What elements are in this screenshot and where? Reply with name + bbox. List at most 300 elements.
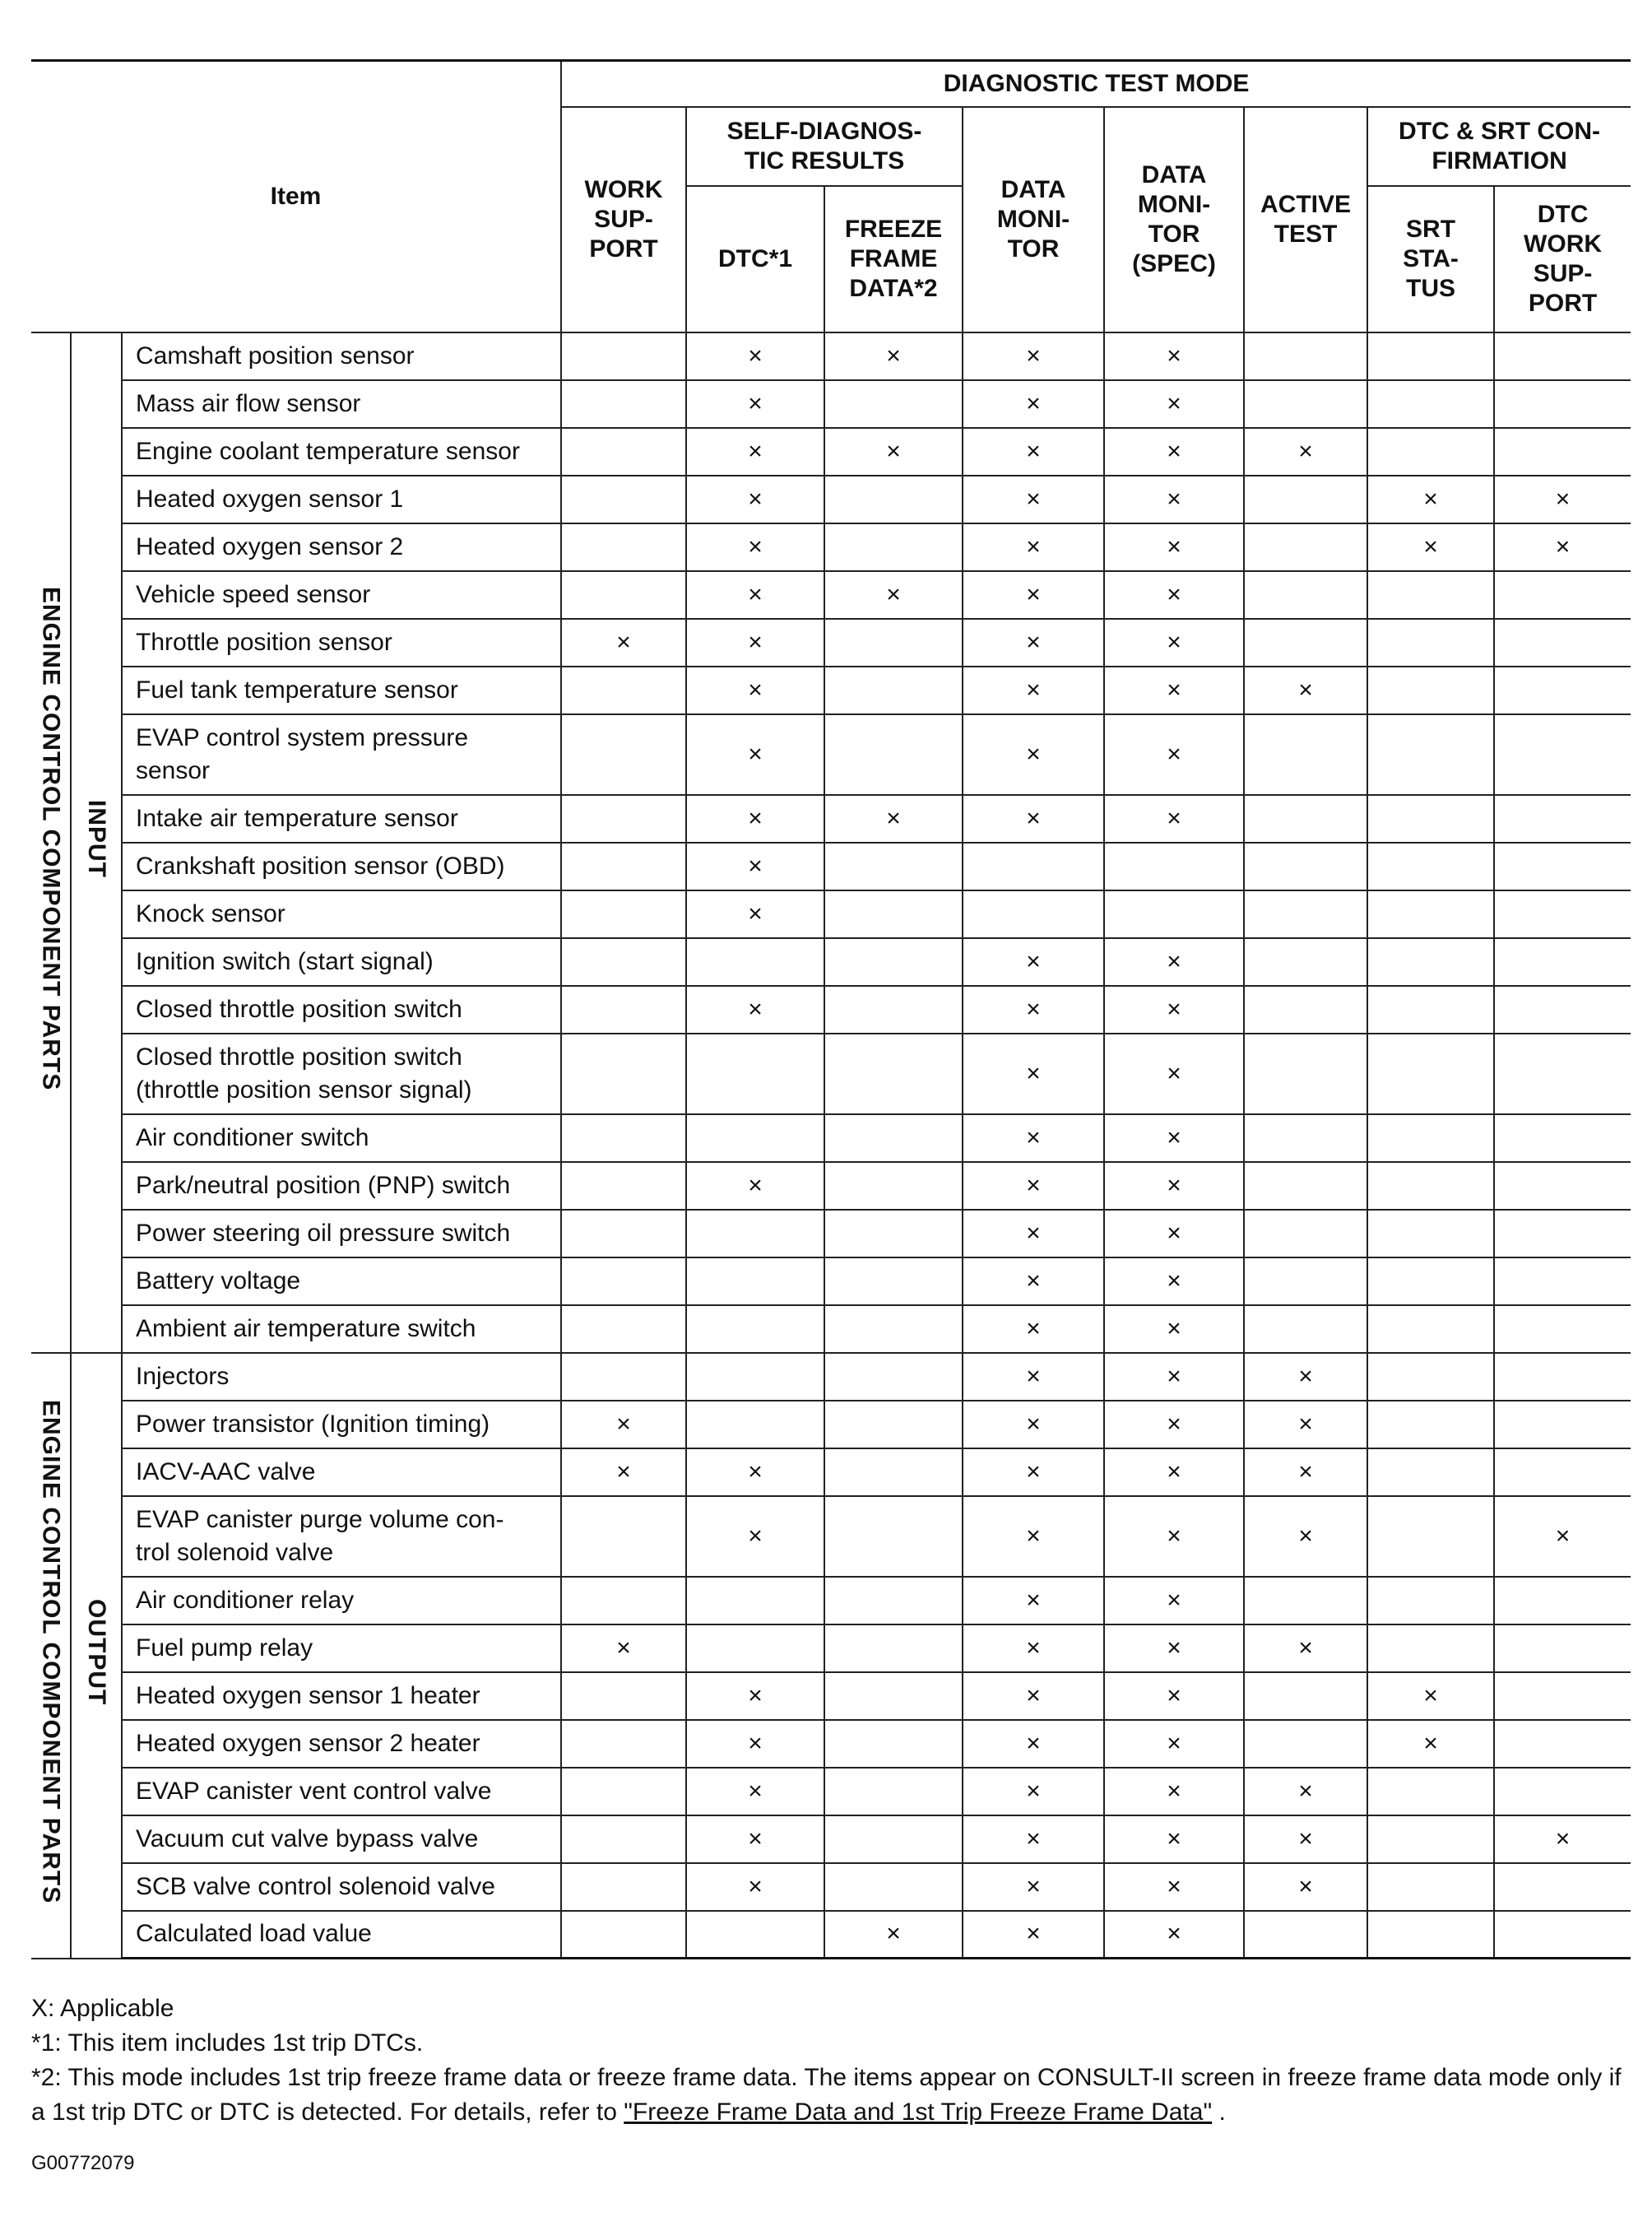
empty-cell (561, 380, 686, 428)
applicable-mark: × (1244, 1768, 1367, 1815)
table-notes (31, 1992, 1631, 2130)
applicable-mark: × (561, 1624, 686, 1672)
applicable-mark: × (963, 571, 1104, 619)
empty-cell (824, 1257, 963, 1305)
empty-cell (1367, 714, 1494, 795)
item-name: Vehicle speed sensor (122, 571, 561, 619)
table-row (31, 523, 1631, 571)
empty-cell (686, 1210, 824, 1257)
applicable-mark: × (963, 1815, 1104, 1863)
figure-code: G00772079 (31, 2152, 135, 2174)
empty-cell (824, 619, 963, 667)
empty-cell (1494, 1401, 1631, 1448)
applicable-mark: × (963, 1210, 1104, 1257)
empty-cell (1494, 714, 1631, 795)
applicable-mark: × (686, 890, 824, 938)
table-row (31, 332, 1631, 380)
empty-cell (686, 938, 824, 986)
item-name: Injectors (122, 1353, 561, 1401)
empty-cell (824, 938, 963, 986)
diagnostic-test-mode-header: DIAGNOSTIC TEST MODE (561, 61, 1631, 107)
empty-cell (1244, 1305, 1367, 1353)
table-row (31, 1577, 1631, 1624)
empty-cell (824, 714, 963, 795)
empty-cell (1494, 1624, 1631, 1672)
empty-cell (1244, 1257, 1367, 1305)
applicable-mark: × (686, 1768, 824, 1815)
applicable-mark: × (1104, 1401, 1244, 1448)
empty-cell (1494, 571, 1631, 619)
empty-cell (824, 1401, 963, 1448)
applicable-mark: × (1104, 1162, 1244, 1210)
empty-cell (1367, 1034, 1494, 1114)
applicable-mark: × (963, 619, 1104, 667)
dtc-srt-confirmation-header: DTC & SRT CON- FIRMATION (1367, 107, 1631, 186)
empty-cell (824, 1034, 963, 1114)
empty-cell (824, 380, 963, 428)
empty-cell (1244, 1672, 1367, 1720)
empty-cell (561, 986, 686, 1034)
applicable-mark: × (963, 795, 1104, 843)
applicable-mark: × (1367, 523, 1494, 571)
applicable-mark: × (824, 428, 963, 476)
work-support-header: WORK SUP- PORT (561, 107, 686, 332)
empty-cell (561, 1815, 686, 1863)
empty-cell (1367, 380, 1494, 428)
empty-cell (824, 1768, 963, 1815)
applicable-mark: × (686, 619, 824, 667)
applicable-mark: × (1104, 1114, 1244, 1162)
applicable-mark: × (1104, 619, 1244, 667)
applicable-mark: × (963, 1911, 1104, 1959)
empty-cell (824, 476, 963, 523)
empty-cell (1367, 1305, 1494, 1353)
applicable-mark: × (686, 428, 824, 476)
applicable-mark: × (1104, 1815, 1244, 1863)
empty-cell (1494, 1257, 1631, 1305)
empty-cell (824, 1305, 963, 1353)
empty-cell (561, 476, 686, 523)
empty-cell (1494, 1448, 1631, 1496)
empty-cell (561, 1496, 686, 1577)
empty-cell (1367, 619, 1494, 667)
empty-cell (686, 1624, 824, 1672)
applicable-mark: × (824, 332, 963, 380)
item-name: EVAP canister vent control valve (122, 1768, 561, 1815)
empty-cell (824, 1577, 963, 1624)
applicable-mark: × (686, 1672, 824, 1720)
applicable-mark: × (963, 1034, 1104, 1114)
applicable-mark: × (963, 1401, 1104, 1448)
empty-cell (686, 1401, 824, 1448)
empty-cell (1494, 1034, 1631, 1114)
item-header: Item (31, 61, 561, 332)
applicable-mark: × (1367, 1672, 1494, 1720)
applicable-mark: × (1494, 1815, 1631, 1863)
empty-cell (1104, 890, 1244, 938)
applicable-mark: × (963, 1863, 1104, 1911)
applicable-mark: × (1104, 714, 1244, 795)
table-row (31, 1114, 1631, 1162)
empty-cell (1244, 938, 1367, 986)
applicable-mark: × (1244, 1353, 1367, 1401)
empty-cell (561, 571, 686, 619)
table-row (31, 890, 1631, 938)
applicable-mark: × (1494, 523, 1631, 571)
table-row (31, 667, 1631, 714)
diagnostic-table-wrapper (31, 59, 1631, 1959)
empty-cell (1494, 1720, 1631, 1768)
item-name: Heated oxygen sensor 1 (122, 476, 561, 523)
empty-cell (561, 1210, 686, 1257)
applicable-mark: × (1104, 1496, 1244, 1577)
applicable-mark: × (1494, 476, 1631, 523)
empty-cell (561, 1911, 686, 1959)
empty-cell (561, 332, 686, 380)
applicable-mark: × (963, 1114, 1104, 1162)
applicable-mark: × (686, 1815, 824, 1863)
applicable-mark: × (963, 938, 1104, 986)
item-name: Knock sensor (122, 890, 561, 938)
empty-cell (1367, 1114, 1494, 1162)
dtc-work-support-header: DTC WORK SUP- PORT (1494, 186, 1631, 332)
empty-cell (824, 843, 963, 890)
empty-cell (824, 523, 963, 571)
empty-cell (1494, 428, 1631, 476)
applicable-mark: × (963, 1353, 1104, 1401)
empty-cell (1367, 1768, 1494, 1815)
empty-cell (1494, 1911, 1631, 1959)
empty-cell (561, 1305, 686, 1353)
applicable-mark: × (963, 476, 1104, 523)
engine-control-component-parts-input-label: ENGINE CONTROL COMPONENT PARTS (31, 332, 71, 1353)
empty-cell (1494, 667, 1631, 714)
empty-cell (1494, 332, 1631, 380)
item-name: Air conditioner relay (122, 1577, 561, 1624)
item-name: Park/neutral position (PNP) switch (122, 1162, 561, 1210)
engine-control-component-parts-output-label: ENGINE CONTROL COMPONENT PARTS (31, 1353, 71, 1959)
data-monitor-spec-header: DATA MONI- TOR (SPEC) (1104, 107, 1244, 332)
applicable-mark: × (1104, 1353, 1244, 1401)
applicable-mark: × (561, 1448, 686, 1496)
item-name: Power steering oil pressure switch (122, 1210, 561, 1257)
empty-cell (561, 795, 686, 843)
applicable-mark: × (1104, 476, 1244, 523)
table-row (31, 619, 1631, 667)
item-name: Heated oxygen sensor 2 heater (122, 1720, 561, 1768)
applicable-mark: × (686, 332, 824, 380)
empty-cell (1367, 890, 1494, 938)
applicable-mark: × (686, 1863, 824, 1911)
input-section-label: INPUT (71, 332, 122, 1353)
table-row (31, 1815, 1631, 1863)
item-name: Crankshaft position sensor (OBD) (122, 843, 561, 890)
srt-status-header: SRT STA- TUS (1367, 186, 1494, 332)
empty-cell (1367, 1496, 1494, 1577)
table-row (31, 1863, 1631, 1911)
empty-cell (1244, 1034, 1367, 1114)
item-name: IACV-AAC valve (122, 1448, 561, 1496)
applicable-mark: × (1104, 380, 1244, 428)
empty-cell (1367, 667, 1494, 714)
empty-cell (561, 1577, 686, 1624)
empty-cell (1367, 986, 1494, 1034)
applicable-mark: × (1244, 1448, 1367, 1496)
empty-cell (1244, 332, 1367, 380)
applicable-mark: × (963, 332, 1104, 380)
table-row (31, 1353, 1631, 1401)
applicable-mark: × (963, 1448, 1104, 1496)
empty-cell (1367, 1815, 1494, 1863)
item-name: EVAP control system pressure sensor (122, 714, 561, 795)
empty-cell (824, 1210, 963, 1257)
item-name: Camshaft position sensor (122, 332, 561, 380)
applicable-mark: × (963, 1720, 1104, 1768)
empty-cell (1244, 523, 1367, 571)
diagnostic-test-mode-table (31, 59, 1631, 1959)
note-applicable: X: Applicable (31, 1995, 174, 2022)
item-name: Air conditioner switch (122, 1114, 561, 1162)
applicable-mark: × (1104, 1210, 1244, 1257)
empty-cell (1104, 843, 1244, 890)
empty-cell (1244, 1911, 1367, 1959)
applicable-mark: × (686, 795, 824, 843)
empty-cell (561, 938, 686, 986)
applicable-mark: × (1244, 667, 1367, 714)
empty-cell (1494, 795, 1631, 843)
empty-cell (824, 1720, 963, 1768)
item-name: Calculated load value (122, 1911, 561, 1959)
applicable-mark: × (1104, 1863, 1244, 1911)
item-name: Power transistor (Ignition timing) (122, 1401, 561, 1448)
applicable-mark: × (963, 986, 1104, 1034)
table-row (31, 714, 1631, 795)
empty-cell (824, 1624, 963, 1672)
applicable-mark: × (963, 1624, 1104, 1672)
table-row (31, 938, 1631, 986)
applicable-mark: × (1104, 1305, 1244, 1353)
empty-cell (1244, 1162, 1367, 1210)
applicable-mark: × (963, 1577, 1104, 1624)
data-monitor-header: DATA MONI- TOR (963, 107, 1104, 332)
empty-cell (963, 843, 1104, 890)
applicable-mark: × (963, 380, 1104, 428)
empty-cell (686, 1577, 824, 1624)
empty-cell (561, 1768, 686, 1815)
table-row (31, 380, 1631, 428)
dtc1-header: DTC*1 (686, 186, 824, 332)
applicable-mark: × (1104, 1672, 1244, 1720)
note-1: *1: This item includes 1st trip DTCs. (31, 2029, 424, 2057)
applicable-mark: × (1244, 1401, 1367, 1448)
applicable-mark: × (686, 523, 824, 571)
table-row (31, 1496, 1631, 1577)
applicable-mark: × (1104, 523, 1244, 571)
empty-cell (1494, 1162, 1631, 1210)
applicable-mark: × (686, 1496, 824, 1577)
applicable-mark: × (1104, 428, 1244, 476)
empty-cell (1367, 1624, 1494, 1672)
item-name: Fuel pump relay (122, 1624, 561, 1672)
empty-cell (824, 1672, 963, 1720)
applicable-mark: × (686, 986, 824, 1034)
active-test-header: ACTIVE TEST (1244, 107, 1367, 332)
item-name: Heated oxygen sensor 2 (122, 523, 561, 571)
empty-cell (824, 1114, 963, 1162)
applicable-mark: × (1104, 1720, 1244, 1768)
empty-cell (1367, 1210, 1494, 1257)
applicable-mark: × (1494, 1496, 1631, 1577)
applicable-mark: × (686, 571, 824, 619)
empty-cell (1367, 1162, 1494, 1210)
applicable-mark: × (1104, 938, 1244, 986)
empty-cell (1244, 571, 1367, 619)
empty-cell (1367, 1863, 1494, 1911)
empty-cell (561, 1353, 686, 1401)
applicable-mark: × (1244, 1815, 1367, 1863)
empty-cell (1494, 1577, 1631, 1624)
empty-cell (1367, 1577, 1494, 1624)
table-row (31, 1034, 1631, 1114)
applicable-mark: × (1244, 1496, 1367, 1577)
table-row (31, 476, 1631, 523)
item-name: Vacuum cut valve bypass valve (122, 1815, 561, 1863)
applicable-mark: × (1104, 1034, 1244, 1114)
applicable-mark: × (1104, 1448, 1244, 1496)
empty-cell (1494, 1305, 1631, 1353)
applicable-mark: × (561, 619, 686, 667)
table-row (31, 1672, 1631, 1720)
empty-cell (1494, 1353, 1631, 1401)
empty-cell (561, 843, 686, 890)
freeze-frame-data-header: FREEZE FRAME DATA*2 (824, 186, 963, 332)
empty-cell (561, 1162, 686, 1210)
empty-cell (1494, 843, 1631, 890)
table-row (31, 1624, 1631, 1672)
empty-cell (686, 1034, 824, 1114)
self-diagnostic-results-header: SELF-DIAGNOS- TIC RESULTS (686, 107, 963, 186)
empty-cell (1367, 938, 1494, 986)
empty-cell (1494, 986, 1631, 1034)
applicable-mark: × (1104, 1911, 1244, 1959)
empty-cell (1494, 380, 1631, 428)
item-name: Intake air temperature sensor (122, 795, 561, 843)
applicable-mark: × (686, 1448, 824, 1496)
empty-cell (561, 1672, 686, 1720)
freeze-frame-data-link[interactable]: "Freeze Frame Data and 1st Trip Freeze Frame Data" (624, 2098, 1213, 2126)
empty-cell (561, 1034, 686, 1114)
table-row (31, 1911, 1631, 1959)
table-row (31, 843, 1631, 890)
empty-cell (824, 1448, 963, 1496)
applicable-mark: × (1244, 428, 1367, 476)
empty-cell (561, 1257, 686, 1305)
applicable-mark: × (963, 1305, 1104, 1353)
table-row (31, 1210, 1631, 1257)
empty-cell (824, 1162, 963, 1210)
empty-cell (1367, 1401, 1494, 1448)
table-row (31, 1448, 1631, 1496)
empty-cell (824, 1815, 963, 1863)
empty-cell (561, 523, 686, 571)
applicable-mark: × (1367, 476, 1494, 523)
applicable-mark: × (1367, 1720, 1494, 1768)
applicable-mark: × (686, 380, 824, 428)
empty-cell (686, 1353, 824, 1401)
empty-cell (1367, 428, 1494, 476)
applicable-mark: × (963, 1496, 1104, 1577)
empty-cell (1367, 1911, 1494, 1959)
empty-cell (1244, 476, 1367, 523)
applicable-mark: × (824, 571, 963, 619)
item-name: Closed throttle position switch (throttle position sensor signal) (122, 1034, 561, 1114)
table-row (31, 1720, 1631, 1768)
table-row (31, 986, 1631, 1034)
empty-cell (561, 667, 686, 714)
table-row (31, 428, 1631, 476)
applicable-mark: × (686, 1720, 824, 1768)
item-name: Fuel tank temperature sensor (122, 667, 561, 714)
empty-cell (1367, 332, 1494, 380)
empty-cell (561, 714, 686, 795)
empty-cell (1494, 1672, 1631, 1720)
empty-cell (1367, 795, 1494, 843)
applicable-mark: × (1104, 332, 1244, 380)
empty-cell (824, 890, 963, 938)
item-name: EVAP canister purge volume con- trol solenoid valve (122, 1496, 561, 1577)
empty-cell (1367, 571, 1494, 619)
empty-cell (1367, 1448, 1494, 1496)
empty-cell (686, 1257, 824, 1305)
applicable-mark: × (686, 843, 824, 890)
applicable-mark: × (963, 428, 1104, 476)
applicable-mark: × (963, 1768, 1104, 1815)
empty-cell (1367, 843, 1494, 890)
empty-cell (824, 1496, 963, 1577)
item-name: Ambient air temperature switch (122, 1305, 561, 1353)
item-name: Engine coolant temperature sensor (122, 428, 561, 476)
empty-cell (824, 986, 963, 1034)
item-name: Throttle position sensor (122, 619, 561, 667)
empty-cell (1244, 843, 1367, 890)
applicable-mark: × (686, 476, 824, 523)
empty-cell (1244, 714, 1367, 795)
applicable-mark: × (1104, 1577, 1244, 1624)
item-name: Closed throttle position switch (122, 986, 561, 1034)
applicable-mark: × (824, 795, 963, 843)
applicable-mark: × (963, 1162, 1104, 1210)
table-row (31, 795, 1631, 843)
applicable-mark: × (963, 523, 1104, 571)
applicable-mark: × (686, 667, 824, 714)
table-row (31, 1257, 1631, 1305)
applicable-mark: × (963, 1672, 1104, 1720)
applicable-mark: × (824, 1911, 963, 1959)
applicable-mark: × (1244, 1863, 1367, 1911)
item-name: Mass air flow sensor (122, 380, 561, 428)
empty-cell (1494, 1114, 1631, 1162)
empty-cell (1494, 890, 1631, 938)
applicable-mark: × (1104, 986, 1244, 1034)
item-name: Battery voltage (122, 1257, 561, 1305)
empty-cell (1244, 1210, 1367, 1257)
applicable-mark: × (686, 1162, 824, 1210)
empty-cell (1244, 986, 1367, 1034)
applicable-mark: × (1104, 795, 1244, 843)
empty-cell (686, 1911, 824, 1959)
table-row (31, 1401, 1631, 1448)
item-name: Ignition switch (start signal) (122, 938, 561, 986)
